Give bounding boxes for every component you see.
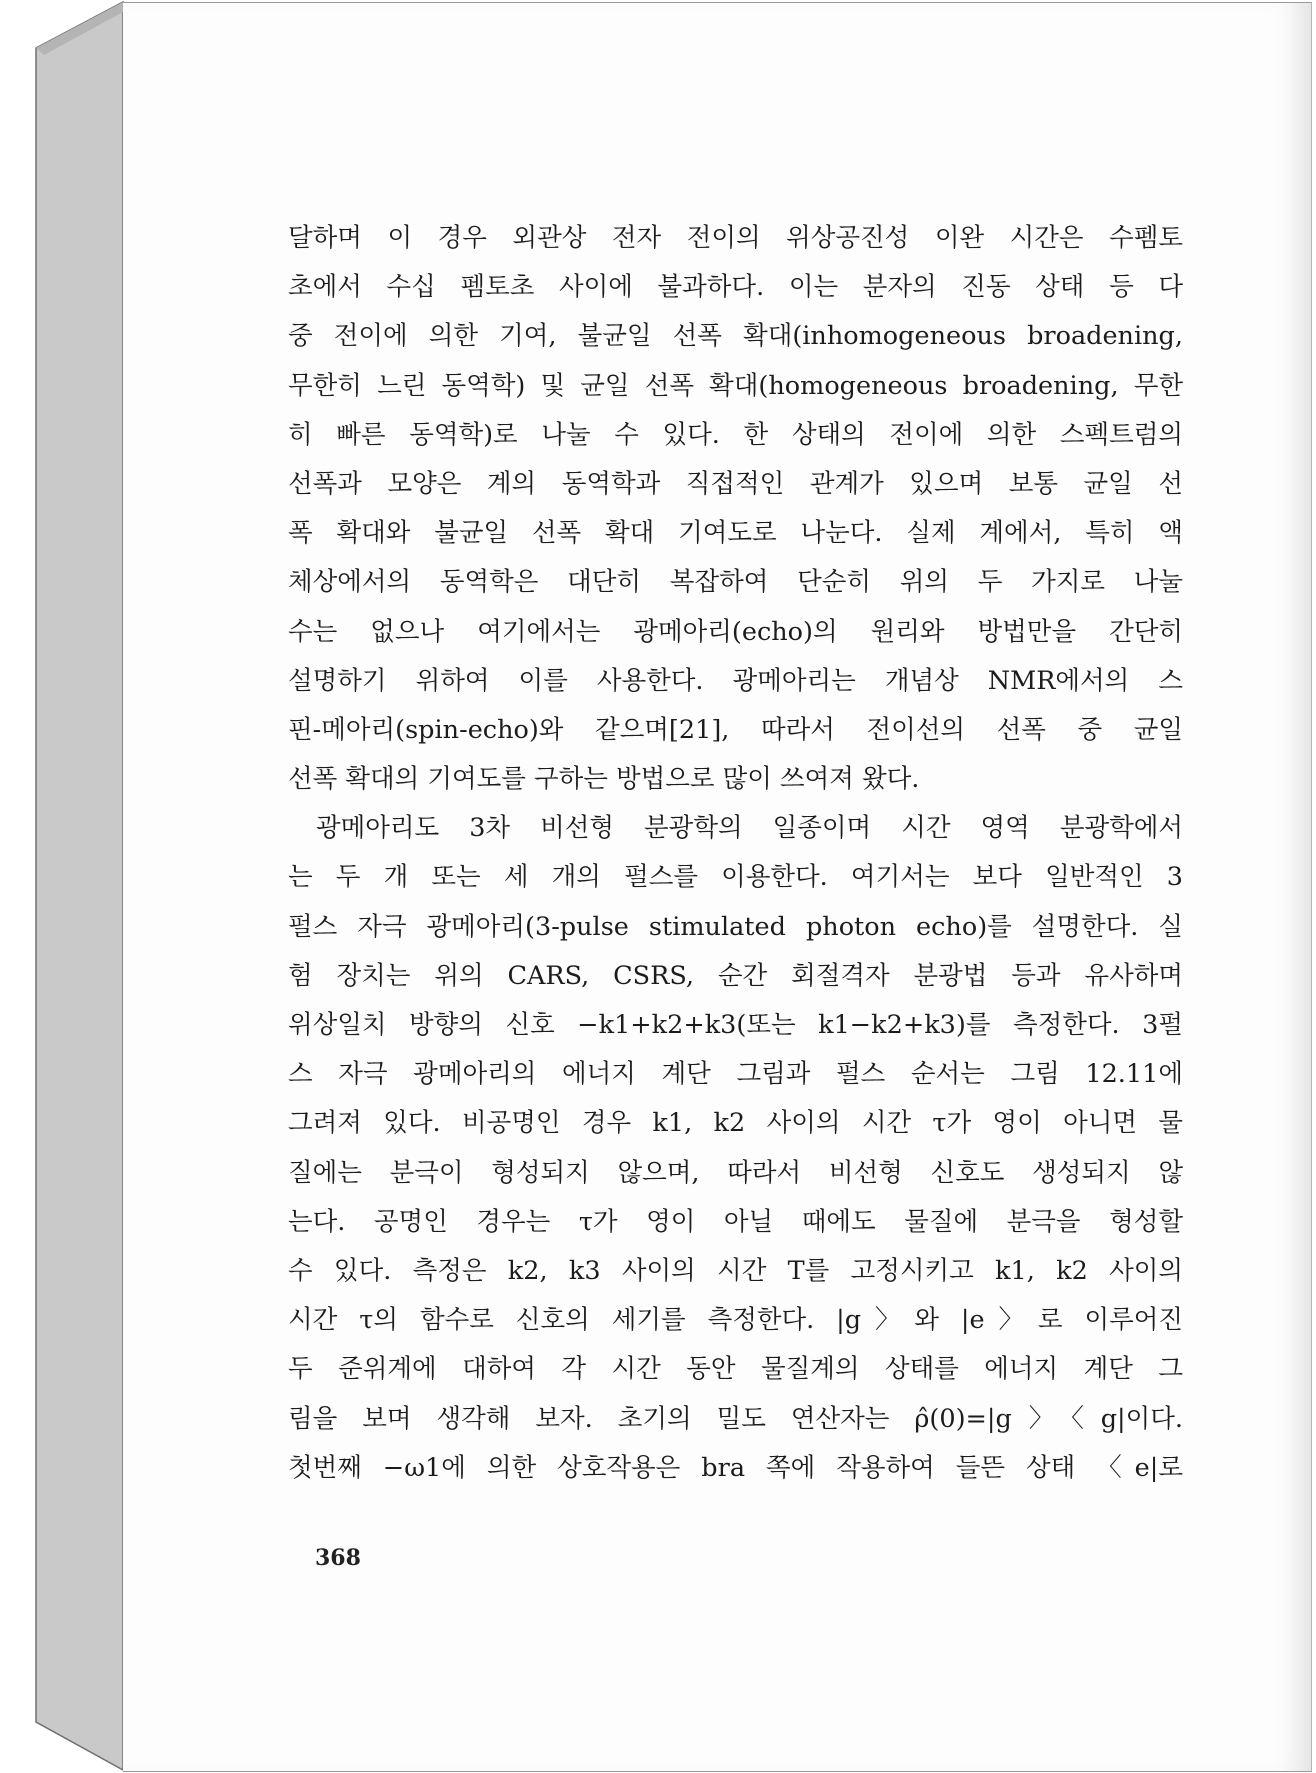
text-line: 선폭 확대의 기여도를 구하는 방법으로 많이 쓰여져 왔다. <box>288 764 920 795</box>
text-line: 두 준위계에 대하여 각 시간 동안 물질계의 상태를 에너지 계단 그 <box>288 1354 1183 1385</box>
text-line: 중 전이에 의한 기여, 불균일 선폭 확대(inhomogeneous broadening, <box>288 321 1183 352</box>
text-line: 시간 τ의 함수로 신호의 세기를 측정한다. |g〉와 |e〉로 이루어진 <box>288 1305 1183 1336</box>
text-line: 폭 확대와 불균일 선폭 확대 기여도로 나눈다. 실제 계에서, 특히 액 <box>288 518 1183 549</box>
text-line: 핀-메아리(spin-echo)와 같으며[21], 따라서 전이선의 선폭 중 균일 <box>288 714 1183 745</box>
text-line: 스 자극 광메아리의 에너지 계단 그림과 펄스 순서는 그림 12.11에 <box>288 1059 1183 1090</box>
text-line: 는다. 공명인 경우는 τ가 영이 아닐 때에도 물질에 분극을 형성할 <box>288 1206 1183 1237</box>
text-line: 펄스 자극 광메아리(3-pulse stimulated photon echo)를 설명한다. 실 <box>288 911 1183 942</box>
text-line: 수 있다. 측정은 k2, k3 사이의 시간 T를 고정시키고 k1, k2 사이의 <box>288 1255 1183 1286</box>
body-text <box>288 214 1183 1493</box>
text-line: 험 장치는 위의 CARS, CSRS, 순간 회절격자 분광법 등과 유사하며 <box>288 960 1183 991</box>
text-line: 수는 없으나 여기에서는 광메아리(echo)의 원리와 방법만을 간단히 <box>288 616 1183 647</box>
text-line: 달하며 이 경우 외관상 전자 전이의 위상공진성 이완 시간은 수펨토 <box>288 223 1183 253</box>
text-line: 선폭과 모양은 계의 동역학과 직접적인 관계가 있으며 보통 균일 선 <box>288 468 1183 499</box>
text-line: 광메아리도 3차 비선형 분광학의 일종이며 시간 영역 분광학에서 <box>316 813 1183 844</box>
text-line: 그려져 있다. 비공명인 경우 k1, k2 사이의 시간 τ가 영이 아니면 물 <box>288 1108 1183 1139</box>
text-line: 체상에서의 동역학은 대단히 복잡하여 단순히 위의 두 가지로 나눌 <box>288 567 1183 598</box>
text-line: 설명하기 위하여 이를 사용한다. 광메아리는 개념상 NMR에서의 스 <box>288 665 1183 696</box>
text-line: 위상일치 방향의 신호 −k1+k2+k3(또는 k1−k2+k3)를 측정한다. 3펄 <box>288 1010 1183 1040</box>
text-line: 초에서 수십 펨토초 사이에 불과하다. 이는 분자의 진동 상태 등 다 <box>288 272 1183 303</box>
text-line: 첫번째 −ω1에 의한 상호작용은 bra 쪽에 작용하여 들뜬 상태 〈e|로 <box>288 1452 1183 1483</box>
text-line: 질에는 분극이 형성되지 않으며, 따라서 비선형 신호도 생성되지 않 <box>288 1157 1183 1188</box>
text-line: 림을 보며 생각해 보자. 초기의 밀도 연산자는 ρ̂(0)=|g〉〈g|이다. <box>288 1403 1183 1434</box>
text-line: 는 두 개 또는 세 개의 펄스를 이용한다. 여기서는 보다 일반적인 3 <box>288 862 1183 893</box>
text-line: 무한히 느린 동역학) 및 균일 선폭 확대(homogeneous broadening, 무한 <box>288 370 1183 401</box>
page-number: 368 <box>315 1545 361 1571</box>
text-line: 히 빠른 동역학)로 나눌 수 있다. 한 상태의 전이에 의한 스펙트럼의 <box>288 419 1183 450</box>
